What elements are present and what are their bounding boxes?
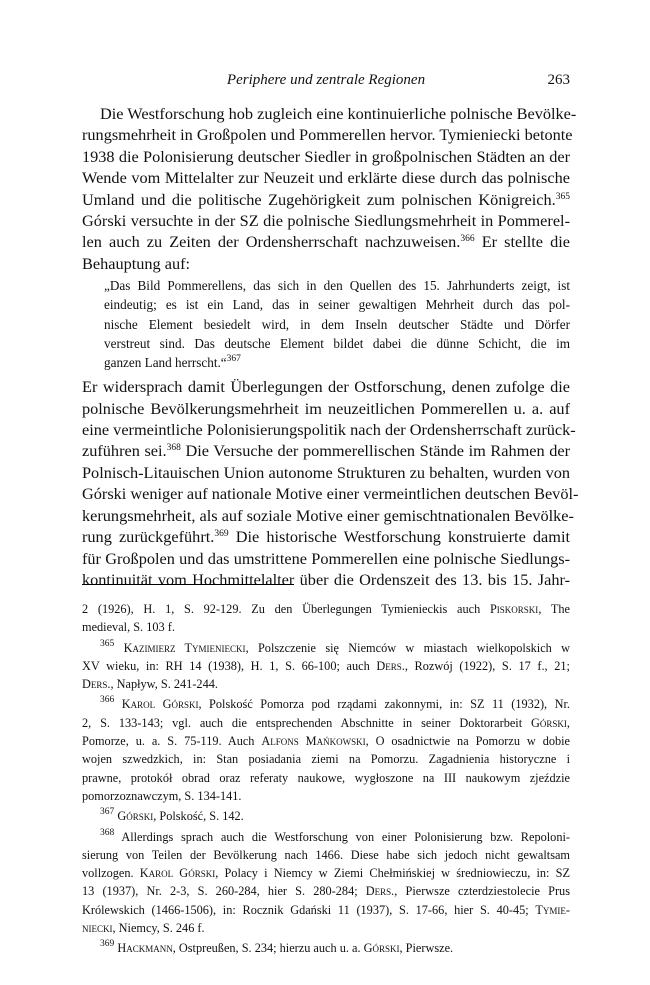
author-name: niecki xyxy=(82,921,113,936)
text-segment: Pomorze, u. a. S. 75-119. Auch xyxy=(82,734,262,749)
footnote-line xyxy=(82,639,570,657)
footnote-367 xyxy=(82,807,570,825)
text-segment: zuführen sei. xyxy=(82,441,167,461)
author-name: Karol Górski xyxy=(121,697,199,712)
text-segment: , xyxy=(566,715,570,730)
footnote-line xyxy=(82,939,570,957)
text-line: Wende vom Mittelalter zur Neuzeit und erklärte diese durch das polnische xyxy=(82,168,570,188)
author-name: Kazimierz Tymieniecki xyxy=(123,640,246,655)
author-name: Tymie- xyxy=(535,902,570,917)
footnote-line: wojen szwedzkich, in: Stan posiadania ziemi na Pomorzu. Zagadnienia historyczne i xyxy=(82,752,570,767)
footnote-number: 366 xyxy=(100,695,115,706)
footnote-ref-368: 368 xyxy=(166,443,181,454)
text-segment: , Pierwsze czterdziestolecie Prus xyxy=(394,884,570,899)
footnote-line xyxy=(82,882,570,900)
block-quote xyxy=(104,276,570,372)
footnote-line: medieval, S. 103 f. xyxy=(82,620,175,635)
text-segment: , Polskość, S. 142. xyxy=(153,809,244,824)
text-segment: , Polskość Pomorza pod rządami zakonnymi, in: SZ 11 (1932), Nr. xyxy=(198,697,570,712)
text-segment: , Pierwsze. xyxy=(399,941,454,956)
footnote-line xyxy=(82,732,570,750)
author-name: Ders. xyxy=(82,677,111,692)
footnote-number: 365 xyxy=(100,638,115,649)
text-segment: , Napływ, S. 241-244. xyxy=(110,677,218,692)
author-name: Piskorski xyxy=(489,602,539,616)
author-name: Alfons Mańkowski xyxy=(261,734,366,749)
footnote-365 xyxy=(82,639,570,694)
quote-line: „Das Bild Pommerellens, das sich in den Quellen des 15. Jahrhunderts zeigt, ist xyxy=(104,278,570,294)
footnote-ref-365: 365 xyxy=(555,191,570,202)
author-name: Ders. xyxy=(365,884,395,899)
footnote-line xyxy=(82,807,570,825)
footnote-line xyxy=(82,600,570,618)
text-segment: Die Versuche der pommerellischen Stände im Rahmen der xyxy=(180,441,571,461)
quote-line: eindeutig; es ist ein Land, das in seiner gewaltigen Mehrheit durch das pol- xyxy=(104,297,570,313)
text-segment: , Rozwój (1922), S. 17 f., 21; xyxy=(404,658,570,673)
text-segment: len auch zu Zeiten der Ordensherrschaft nachzuweisen. xyxy=(82,232,461,252)
author-name: Ders. xyxy=(376,658,405,673)
footnote-line: prawne, protokół obrad oraz referaty naukowe, wygłoszone na III naukowym zjeździe xyxy=(82,770,570,785)
text-segment: , The xyxy=(538,602,570,616)
text-segment: , Ostpreußen, S. 234; hierzu auch u. a. xyxy=(172,941,364,956)
text-segment: , O osadnictwie na Pomorzu w dobie xyxy=(365,734,571,749)
quote-line: verstreut sind. Das deutsche Element bildet dabei die dünne Schicht, die im xyxy=(104,335,570,351)
text-line: Die Westforschung hob zugleich eine kontinuierliche polnische Bevölke- xyxy=(100,104,577,123)
text-line: Er widersprach damit Überlegungen der Ostforschung, denen zufolge die xyxy=(82,377,570,397)
text-segment: , Polacy i Niemcy w Ziemi Chełmińskiej w średniowieczu, in: SZ xyxy=(215,866,571,881)
footnote-366 xyxy=(82,695,570,805)
text-line: 1938 die Polonisierung deutscher Siedler in großpolnischen Städten an der xyxy=(82,146,570,166)
main-text xyxy=(82,103,579,590)
footnote-line xyxy=(82,675,570,693)
text-line: rungsmehrheit in Großpolen und Pommerellen hervor. Tymieniecki betonte xyxy=(82,125,573,145)
footnote-line: sierung von Teilen der Bevölkerung nach 1466. Diese habe sich jedoch nicht gewaltsam xyxy=(82,847,570,862)
text-line xyxy=(82,189,570,210)
footnote-line xyxy=(82,901,570,919)
text-line: Behauptung auf: xyxy=(82,253,191,273)
text-segment: ganzen Land herrscht.“ xyxy=(104,355,227,371)
text-segment: 2, S. 133-143; vgl. auch die entsprechenden Abschnitte in seiner Doktorarbeit xyxy=(82,715,532,730)
footnote-line: pomorzoznawczym, S. 134-141. xyxy=(82,788,242,803)
author-name: Górski xyxy=(363,941,400,956)
text-segment: , Polszczenie się Niemców w miastach wielkopolskich w xyxy=(245,640,570,655)
text-line xyxy=(82,440,570,461)
footnote-number: 369 xyxy=(100,939,115,950)
footnote-number: 368 xyxy=(100,827,115,838)
text-segment: rung zurückgeführt. xyxy=(82,527,215,547)
text-segment: Allerdings sprach auch die Westforschung von einer Polonisierung bzw. Repoloni- xyxy=(121,829,570,844)
footnote-continued xyxy=(82,600,570,637)
footnote-line xyxy=(82,695,570,713)
text-line: kontinuität vom Hochmittelalter über die Ordenszeit des 13. bis 15. Jahr- xyxy=(82,569,570,589)
footnote-number: 367 xyxy=(100,807,115,818)
running-title: Periphere und zentrale Regionen xyxy=(226,72,426,88)
page-header xyxy=(82,72,570,92)
footnote-ref-366: 366 xyxy=(460,234,475,245)
text-line: Górski versuchte in der SZ die polnische Siedlungsmehrheit in Pommerel- xyxy=(82,211,570,231)
text-segment: Er stellte die xyxy=(474,232,570,252)
footnote-line xyxy=(82,828,570,846)
footnote-ref-369: 369 xyxy=(214,529,229,540)
text-segment: 2 (1926), H. 1, S. 92-129. Zu den Überlegungen Tymienieckis auch xyxy=(82,602,490,616)
footnote-368 xyxy=(82,828,570,938)
author-name: Hackmann xyxy=(117,941,173,956)
page-number: 263 xyxy=(547,72,570,88)
author-name: Karol Górski xyxy=(139,866,216,881)
text-line xyxy=(82,231,570,252)
text-line xyxy=(82,526,570,547)
text-segment: 13 (1937), Nr. 2-3, S. 260-284, hier S. 280-284; xyxy=(82,884,366,899)
text-line: Polnisch-Litauischen Union autonome Strukturen zu behalten, wurden von xyxy=(82,462,570,482)
footnote-line xyxy=(82,864,570,882)
text-line: für Großpolen und das umstrittene Pommerellen eine polnische Siedlungs- xyxy=(82,548,570,568)
author-name: Górski xyxy=(117,809,154,824)
footnote-line xyxy=(82,919,570,937)
paragraph-2 xyxy=(82,376,579,590)
paragraph-1 xyxy=(82,103,577,274)
footnote-line xyxy=(82,714,570,732)
footnote-separator xyxy=(82,584,294,585)
text-segment: Królewskich (1466-1506), in: Rocznik Gdański 11 (1937), S. 17-66, hier S. 40-45; xyxy=(82,902,536,917)
quote-line: nische Element besiedelt wird, in dem Inseln deutscher Städte und Dörfer xyxy=(104,316,570,332)
text-segment: Umland und die politische Zugehörigkeit zum polnischen Königreich. xyxy=(82,189,556,209)
text-line: Górski weniger auf nationale Motive einer vermeintlichen deutschen Bevöl- xyxy=(82,484,579,504)
text-line: kerungsmehrheit, als auf soziale Motive einer gemischtnationalen Bevölke- xyxy=(82,505,574,525)
text-line: eine vermeintliche Polonisierungspolitik nach der Ordensherrschaft zurück- xyxy=(82,420,576,440)
text-segment: XV wieku, in: RH 14 (1938), H. 1, S. 66-100; auch xyxy=(82,658,377,673)
quote-line xyxy=(104,353,570,372)
footnote-line xyxy=(82,657,570,675)
text-segment: Die historische Westforschung konstruierte damit xyxy=(228,527,570,547)
author-name: Górski xyxy=(531,715,567,730)
text-line: polnische Bevölkerungsmehrheit im neuzeitlichen Pommerellen u. a. auf xyxy=(82,398,570,418)
text-segment: vollzogen. xyxy=(82,866,140,881)
footnotes xyxy=(82,600,570,960)
footnote-369 xyxy=(82,939,570,957)
text-segment: , Niemcy, S. 246 f. xyxy=(112,921,205,936)
footnote-ref-367: 367 xyxy=(226,354,241,365)
